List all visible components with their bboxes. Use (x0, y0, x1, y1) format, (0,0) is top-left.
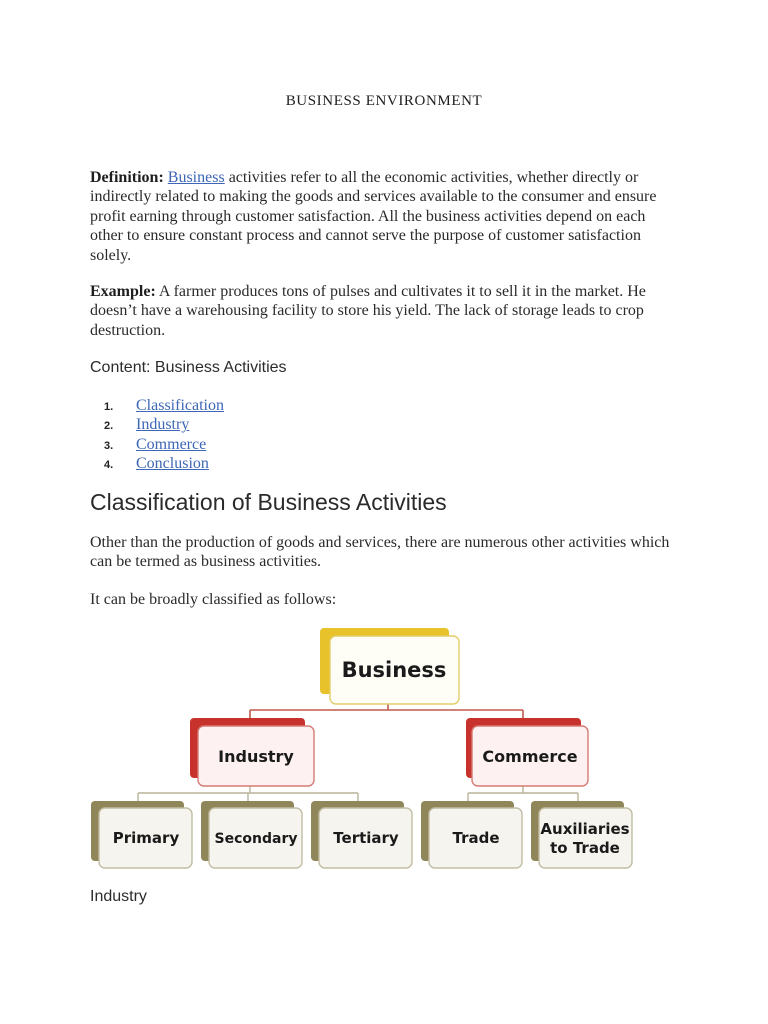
broadly-paragraph: It can be broadly classified as follows: (90, 591, 337, 608)
industry-subheading: Industry (90, 888, 147, 905)
toc-number: 4. (104, 458, 114, 471)
business-node (320, 628, 459, 704)
business-node-label: Business (341, 658, 447, 682)
example-text: A farmer produces tons of pulses and cultivates it to sell it in the market. He doesn’t have a warehousing facility to store his yield. The lack of storage leads to crop destruction. (90, 283, 646, 339)
definition-label: Definition (90, 169, 159, 186)
industry-node-label: Industry (218, 747, 294, 766)
definition-text: activities refer to all the economic activities, whether directly or indirectly related to making the goods and services available to the consumer and ensure profit earning through customer satisfaction. All the business activities depend on each other to ensure constant process and cannot serve the purpose of customer satisfaction solely. (90, 169, 657, 264)
toc-number: 3. (104, 439, 114, 452)
primary-node-label: Primary (112, 829, 180, 847)
tertiary-node (311, 801, 412, 868)
secondary-node-label: Secondary (214, 831, 298, 847)
secondary-node (201, 801, 302, 868)
definition-colon: : (158, 169, 164, 186)
toc-link-conclusion[interactable]: Conclusion (136, 454, 209, 472)
auxiliaries-node (531, 801, 632, 868)
content-line: Content: Business Activities (90, 359, 287, 376)
industry-node (190, 718, 314, 786)
page-title: BUSINESS ENVIRONMENT (285, 93, 483, 109)
toc-number: 1. (104, 401, 114, 413)
section-heading: Classification of Business Activities (90, 489, 447, 515)
trade-node-label: Trade (452, 829, 500, 847)
business-link[interactable]: Business (167, 169, 225, 186)
auxiliaries-node-label-1: Auxiliaries (540, 820, 630, 838)
example-colon: : (150, 283, 156, 300)
toc-link-industry[interactable]: Industry (136, 416, 190, 434)
example-label: Example (90, 283, 151, 300)
trade-node (421, 801, 522, 868)
auxiliaries-node-label-2: to Trade (550, 839, 620, 857)
commerce-node (466, 718, 588, 786)
primary-node (91, 801, 192, 868)
commerce-node-label: Commerce (482, 747, 578, 766)
tertiary-node-label: Tertiary (333, 829, 399, 847)
toc-number: 2. (104, 420, 114, 433)
intro-paragraph: Other than the production of goods and services, there are numerous other activities which can be termed as business activities. (90, 534, 670, 571)
toc-link-classification[interactable]: Classification (136, 397, 224, 414)
toc-link-commerce[interactable]: Commerce (136, 435, 207, 453)
